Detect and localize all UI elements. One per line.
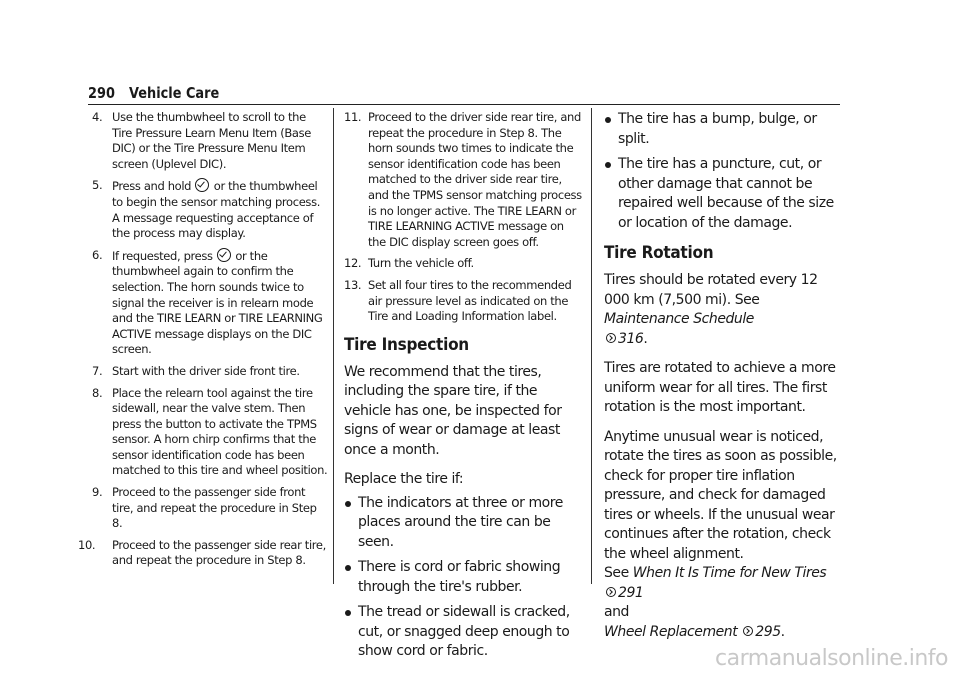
step-text: Proceed to the passenger side front tire, and repeat the procedure in Step 8. (112, 485, 317, 531)
step-list-1 (78, 110, 328, 569)
bullet-item: The tire has a puncture, cut, or other damage that cannot be repaired well because of the size or location of the damage. (604, 155, 840, 233)
step-number: 6. (92, 247, 103, 262)
step-number: 5. (92, 178, 103, 193)
step-5 (92, 178, 328, 241)
step-text: or the thumbwheel again to confirm the selection. The horn sounds twice to signal the receiver is in relearn mode and the TIRE LEARN or TIRE LEARNING ACTIVE message displays on the DIC screen. (112, 248, 323, 357)
section-title: Vehicle Care (129, 84, 220, 102)
column-1 (78, 110, 328, 575)
step-text: or the thumbwheel to begin the sensor matching process. A message requesting acceptance of the process may display. (112, 179, 321, 241)
link-new-tires[interactable]: When It Is Time for New Tires (632, 565, 827, 581)
rotation-interval: Tires should be rotated every 12 000 km (7,500 mi). See Maintenance Schedule 316. (604, 272, 818, 347)
step-text: If requested, press (112, 248, 213, 263)
step-9 (92, 485, 328, 532)
step-text: Place the relearn tool against the tire sidewall, near the valve stem. Then press the button to activate the TPMS sensor. A horn chirp confirms that the sensor identification code has been matched to this tire and wheel position. (112, 385, 328, 478)
replace-lead: Replace the tire if: (344, 471, 464, 488)
step-number: 10. (78, 537, 96, 552)
column-2 (344, 110, 582, 668)
step-number: 11. (344, 110, 362, 124)
bullet-item: The tire has a bump, bulge, or split. (604, 110, 840, 149)
paragraph-text: Tires should be rotated every 12 000 km (7,500 mi). See (604, 272, 818, 308)
page-number: 290 (88, 84, 115, 102)
step-number: 8. (92, 385, 103, 400)
bullet-item: The indicators at three or more places around the tire can be seen. (344, 494, 582, 553)
page-ref-291[interactable]: 291 (618, 584, 644, 601)
step-number: 13. (344, 277, 362, 292)
page-reference-icon (606, 333, 616, 343)
step-text: Set all four tires to the recommended air pressure level as indicated on the Tire and Loading Information label. (368, 277, 572, 324)
step-text: Use the thumbwheel to scroll to the Tire Pressure Learn Menu Item (Base DIC) or the Tire Pressure Menu Item screen (Uplevel DIC). (112, 110, 311, 171)
step-7 (92, 364, 328, 380)
rotation-unusual-wear: Anytime unusual wear is noticed, rotate the tires as soon as possible, check for proper tire inflation pressure, and check for damaged tires or wheels. If the unusual wear continues after the rotation, check the wheel alignment. See When It Is Time for New Tires 291 and Wheel Replacement 295. (604, 428, 837, 640)
page-reference-icon (743, 626, 753, 636)
step-10 (78, 537, 328, 569)
column-3 (604, 110, 840, 652)
header-rule (88, 104, 840, 105)
paragraph-text: See (604, 565, 629, 581)
bullet-item: The tread or sidewall is cracked, cut, or snagged deep enough to show cord or fabric. (344, 603, 582, 662)
step-13 (344, 278, 582, 325)
heading-tire-rotation: Tire Rotation (604, 243, 714, 263)
inspection-intro: We recommend that the tires, including the spare tire, if the vehicle has one, be inspected for signs of wear or damage at least once a month. (344, 363, 562, 458)
step-number: 7. (92, 363, 103, 378)
checkmark-circle-icon (195, 178, 209, 192)
bullet-item: There is cord or fabric showing through the tire's rubber. (344, 558, 582, 597)
link-maintenance-schedule[interactable]: Maintenance Schedule (604, 311, 754, 327)
step-11 (344, 110, 582, 250)
step-number: 4. (92, 110, 103, 124)
step-text: Proceed to the passenger side rear tire, and repeat the procedure in Step 8. (112, 537, 326, 568)
checkmark-circle-icon (217, 248, 231, 262)
damage-bullet-list (604, 110, 840, 233)
paragraph-text: Anytime unusual wear is noticed, rotate the tires as soon as possible, check for proper tire inflation pressure, and check for damaged tires or wheels. If the unusual wear continues after the rotation, check the wheel alignment. (604, 428, 837, 562)
column-divider-1 (333, 108, 334, 584)
step-8 (92, 386, 328, 480)
step-number: 9. (92, 485, 103, 500)
page-ref-295[interactable]: 295 (755, 623, 781, 640)
page-header (88, 84, 840, 104)
step-text: Start with the driver side front tire. (112, 363, 300, 378)
page-reference-icon (606, 587, 616, 597)
step-number: 12. (344, 256, 362, 271)
watermark: carmanualsonline.info (715, 646, 948, 671)
heading-tire-inspection: Tire Inspection (344, 334, 469, 355)
paragraph-text: and (604, 604, 629, 620)
column-divider-2 (591, 108, 592, 584)
step-list-2 (344, 110, 582, 325)
replace-bullet-list (344, 494, 582, 662)
rotation-purpose: Tires are rotated to achieve a more uniform wear for all tires. The first rotation is the most important. (604, 360, 836, 415)
step-12 (344, 256, 582, 272)
step-6 (92, 248, 328, 358)
page-ref-316[interactable]: 316 (618, 330, 644, 347)
step-text: Turn the vehicle off. (368, 256, 474, 271)
step-text: Proceed to the driver side rear tire, and repeat the procedure in Step 8. The horn sounds two times to indicate the sensor identification code has been matched to the driver side rear tire, and the TPMS sensor matching process is no longer active. The TIRE LEARN or TIRE LEARNING ACTIVE message on the DIC display screen goes off. (368, 110, 582, 249)
step-4 (92, 110, 328, 172)
link-wheel-replacement[interactable]: Wheel Replacement (604, 623, 738, 640)
step-text: Press and hold (112, 179, 192, 194)
